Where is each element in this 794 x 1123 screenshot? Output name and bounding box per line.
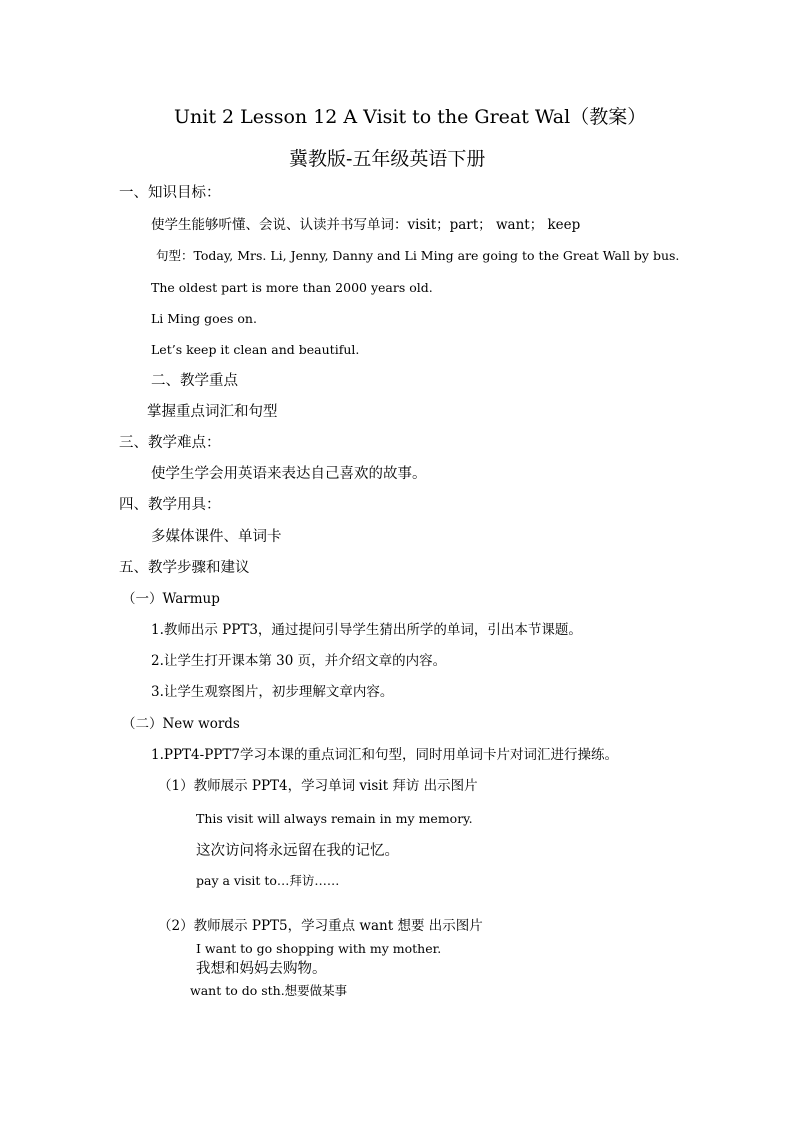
body-line: I want to go shopping with my mother.	[196, 941, 442, 956]
body-line: Li Ming goes on.	[151, 311, 257, 326]
body-line: 3.让学生观察图片，初步理解文章内容。	[151, 684, 394, 700]
body-line: want to do sth.想要做某事	[190, 983, 348, 998]
body-line: 使学生能够听懂、会说、认读并书写单词：visit；part； want； keep	[151, 217, 581, 233]
section-heading: 四、教学用具：	[119, 497, 221, 513]
section-heading: 一、知识目标：	[119, 185, 221, 201]
body-line: 2.让学生打开课本第 30 页，并介绍文章的内容。	[151, 653, 447, 669]
section-heading: 五、教学步骤和建议	[119, 560, 250, 576]
body-line: （2）教师展示 PPT5，学习重点 want 想要 出示图片	[158, 918, 483, 934]
body-line: 多媒体课件、单词卡	[151, 529, 282, 545]
body-line: （1）教师展示 PPT4，学习单词 visit 拜访 出示图片	[158, 778, 478, 794]
section-heading: 三、教学难点：	[119, 435, 221, 451]
body-line: Let’s keep it clean and beautiful.	[151, 342, 360, 357]
body-line: 使学生学会用英语来表达自己喜欢的故事。	[151, 466, 427, 482]
body-line: The oldest part is more than 2000 years old.	[151, 280, 433, 295]
body-line: 掌握重点词汇和句型	[147, 404, 278, 420]
document-subtitle: 冀教版-五年级英语下册	[289, 148, 486, 170]
body-line: pay a visit to…拜访……	[196, 873, 340, 888]
subsection-heading: （一）Warmup	[122, 591, 220, 607]
body-line: 1.PPT4-PPT7学习本课的重点词汇和句型，同时用单词卡片对词汇进行操练。	[151, 747, 618, 763]
body-line: 这次访问将永远留在我的记忆。	[196, 843, 399, 859]
section-heading: 二、教学重点	[151, 373, 238, 389]
body-line: 我想和妈妈去购物。	[196, 961, 327, 977]
document-title: Unit 2 Lesson 12 A Visit to the Great Wal（教案）	[174, 106, 647, 128]
body-line: 1.教师出示 PPT3，通过提问引导学生猜出所学的单词，引出本节课题。	[151, 622, 582, 638]
body-line: 句型：Today, Mrs. Li, Jenny, Danny and Li Ming are going to the Great Wall by bus.	[156, 248, 680, 263]
subsection-heading: （二）New words	[122, 716, 240, 732]
body-line: This visit will always remain in my memory.	[196, 811, 473, 826]
